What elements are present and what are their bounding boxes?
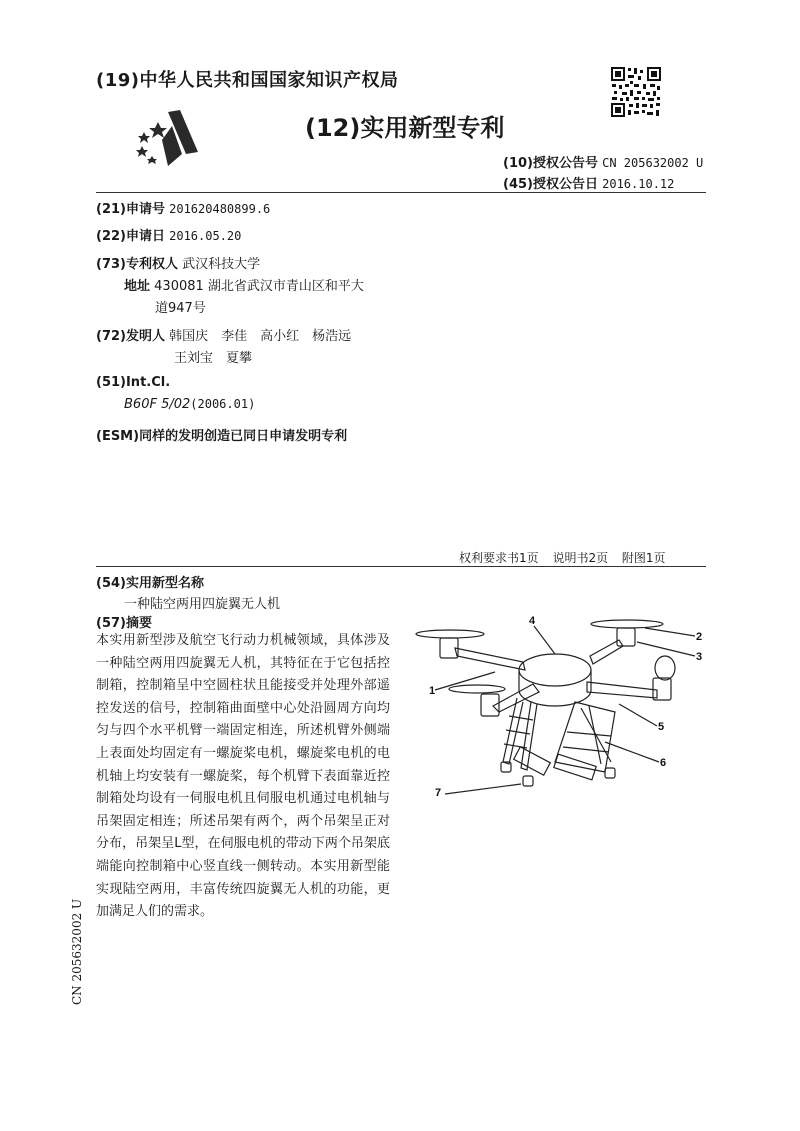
publication-number: CN 205632002 U [602,156,704,170]
arm-back-left [455,648,525,670]
title-label: (54)实用新型名称 [96,576,204,591]
qr-code-icon [610,66,662,118]
track-right [554,754,596,780]
propeller-back-right [591,620,663,628]
arm-front-right [587,682,657,698]
publication-date-label: (45)授权公告日 [503,177,598,192]
patentee-row [96,253,260,272]
cnipa-logo-icon [128,108,203,170]
page-counts: 权利要求书1页 说明书2页 附图1页 [459,551,666,565]
control-box-top [519,654,591,686]
propeller-front-right [655,656,675,680]
utility-model-title: 一种陆空两用四旋翼无人机 [124,597,281,612]
abstract-label: (57)摘要 [96,616,152,631]
publication-number-row [503,152,703,171]
application-date-label: (22)申请日 [96,229,165,244]
address-label: 地址 [124,279,151,294]
inventor-row [96,325,351,344]
inventor-label: (72)发明人 [96,329,165,344]
application-number: 201620480899.6 [169,202,271,216]
patentee-label: (73)专利权人 [96,257,178,272]
callout-5: 5 [658,721,665,733]
callout-2: 2 [696,631,703,643]
callout-4: 4 [529,615,536,627]
application-number-row [96,198,270,217]
inventors-line1: 韩国庆 李佳 高小红 杨浩远 [169,329,352,344]
application-number-label: (21)申请号 [96,202,165,217]
issuing-office: (19)中华人民共和国国家知识产权局 [96,70,399,91]
patentee: 武汉科技大学 [182,257,261,272]
title-divider [96,566,706,567]
publication-date: 2016.10.12 [602,177,675,191]
abstract-text: 本实用新型涉及航空飞行动力机械领域，具体涉及一种陆空两用四旋翼无人机，其特征在于它包括控制箱，控制箱呈中空圆柱状且能接受并处理外部遥控发送的信号，控制箱曲面壁中心处沿圆周方向均匀与四个水平机臂一端固定相连，所述机臂外侧端上表面处均固定有一螺旋桨电机，螺旋桨电机的电机轴上均安装有一螺旋桨，每个机臂下表面靠近控制箱处均设有一伺服电机且伺服电机通过电机轴与吊架固定相连；所述吊架有两个，两个吊架呈正对分布，吊架呈L型，在伺服电机的带动下两个吊架底端能向控制箱中心竖直线一侧转动。本实用新型能实现陆空两用，丰富传统四旋翼无人机的功能，更加满足人们的需求。 [96,633,390,920]
motor-back-right [617,628,635,646]
patent-type: (12)实用新型专利 [305,114,505,142]
publication-date-row [503,173,674,192]
intcl-code: B60F 5/02 [124,397,191,412]
side-publication-number: CN 205632002 U [70,898,84,1005]
publication-number-label: (10)授权公告号 [503,156,598,171]
control-box-body [519,670,591,706]
address-line2: 道947号 [155,301,206,316]
application-date-row [96,225,241,244]
wheel-right [605,768,615,778]
drone-figure [405,612,715,802]
motor-front-right [653,678,671,700]
address-line1: 430081 湖北省武汉市青山区和平大 [154,279,364,294]
propeller-front-left [449,685,505,693]
address-row [124,275,364,294]
callout-3: 3 [696,651,703,663]
intcl-version: (2006.01) [190,397,256,411]
callout-6: 6 [660,757,667,769]
intcl-classification [124,397,255,412]
hanger-right [555,702,615,772]
esm-note: (ESM)同样的发明创造已同日申请发明专利 [96,429,348,444]
header-divider [96,192,706,193]
motor-front-left [481,694,499,716]
propeller-back-left [416,630,484,638]
track-left [514,747,551,775]
callout-7: 7 [435,787,442,799]
wheel-bottom [523,776,533,786]
inventors-line2: 王刘宝 夏攀 [174,351,253,366]
callout-1: 1 [429,685,436,697]
application-date: 2016.05.20 [169,229,242,243]
arm-front-left [493,684,539,712]
intcl-label: (51)Int.Cl. [96,375,171,390]
arm-back-right [590,640,623,664]
